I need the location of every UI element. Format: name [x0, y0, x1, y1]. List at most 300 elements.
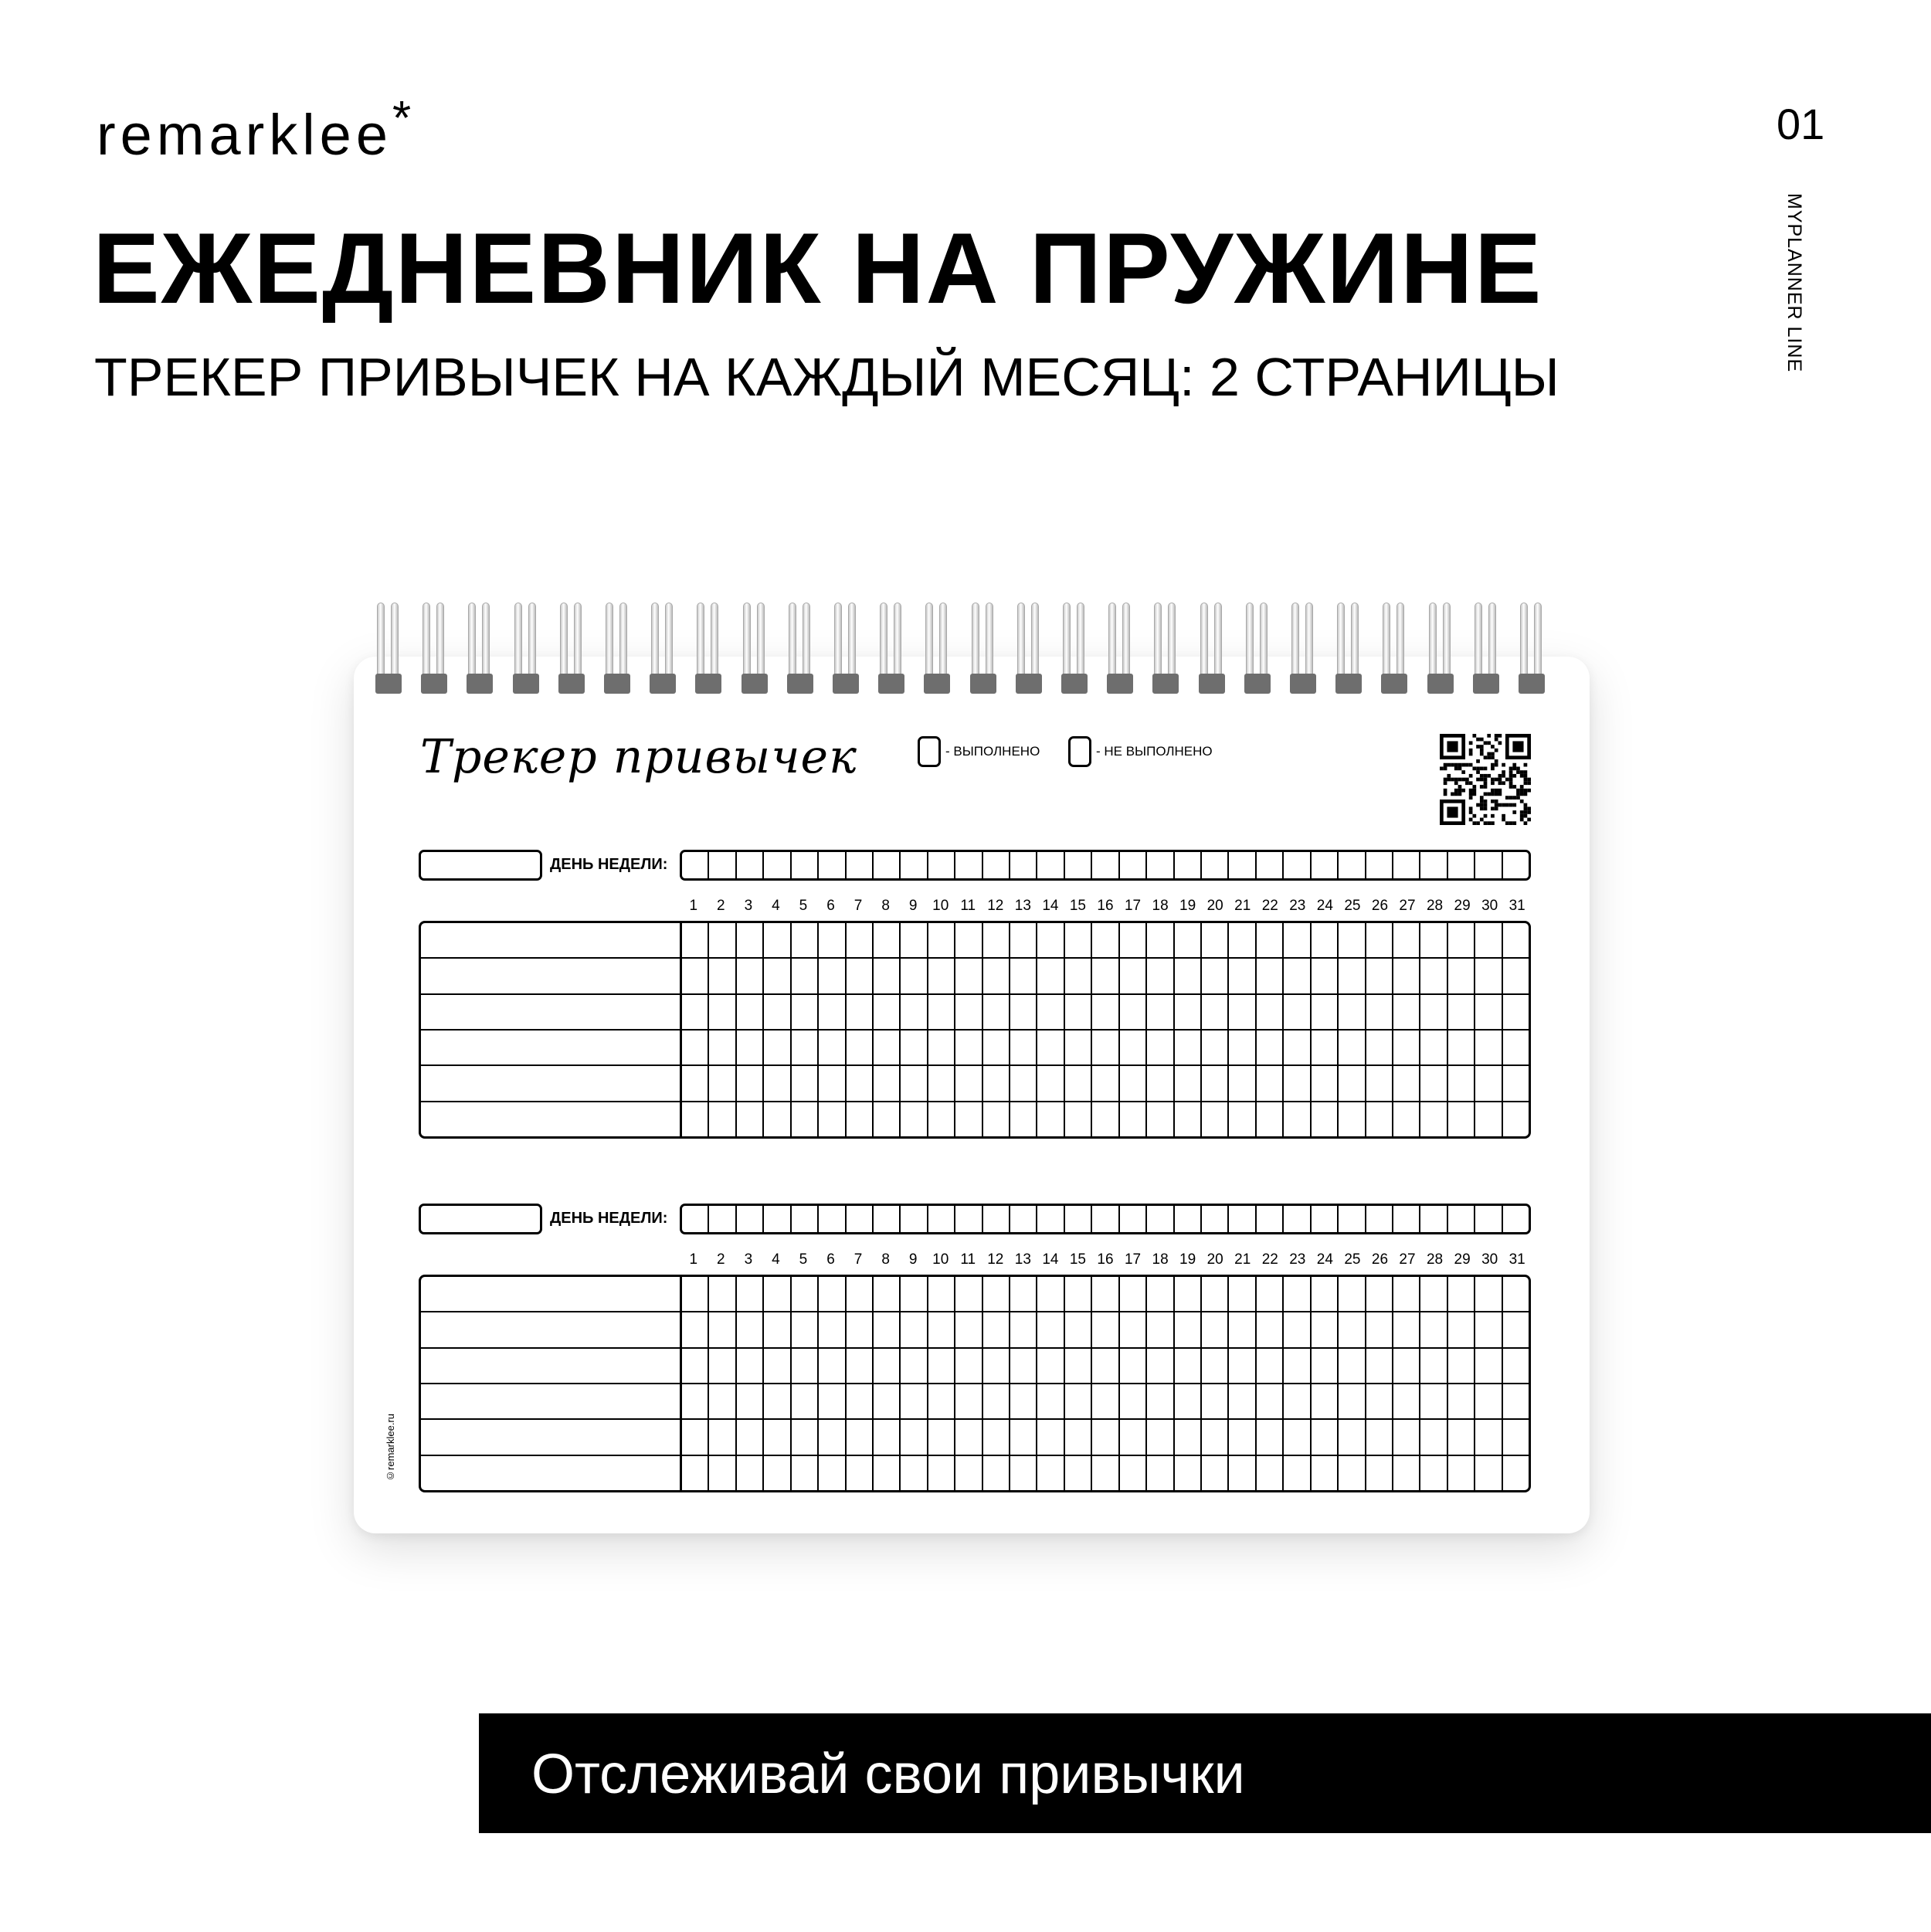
habit-day-cell[interactable] — [1147, 1349, 1174, 1383]
habit-day-cell[interactable] — [1420, 1349, 1447, 1383]
habit-day-cell[interactable] — [1503, 1456, 1529, 1490]
habit-day-cell[interactable] — [874, 1102, 901, 1136]
habit-day-cell[interactable] — [1065, 1277, 1092, 1311]
habit-day-cell[interactable] — [1147, 1420, 1174, 1454]
day-of-week-cell[interactable] — [928, 852, 955, 878]
habit-day-cell[interactable] — [955, 959, 982, 993]
day-of-week-cell[interactable] — [1393, 1206, 1420, 1232]
habit-day-cell[interactable] — [1229, 1066, 1256, 1100]
habit-day-cell[interactable] — [1284, 1031, 1311, 1064]
habit-day-cell[interactable] — [1284, 1312, 1311, 1346]
habit-day-cell[interactable] — [1229, 1102, 1256, 1136]
habit-day-cell[interactable] — [1065, 959, 1092, 993]
day-of-week-row[interactable] — [680, 850, 1531, 881]
habit-day-cell[interactable] — [1284, 1456, 1311, 1490]
habit-day-cell[interactable] — [1448, 1277, 1475, 1311]
habit-day-cell[interactable] — [1475, 1384, 1502, 1418]
habit-day-cell[interactable] — [1312, 1384, 1339, 1418]
habit-day-cell[interactable] — [1175, 1384, 1202, 1418]
habit-day-cell[interactable] — [874, 1277, 901, 1311]
habit-day-cell[interactable] — [819, 1384, 846, 1418]
habit-day-cell[interactable] — [1092, 1277, 1119, 1311]
habit-day-cell[interactable] — [1065, 1349, 1092, 1383]
habit-day-cell[interactable] — [737, 1420, 764, 1454]
habit-day-cell[interactable] — [928, 1312, 955, 1346]
habit-day-cell[interactable] — [1257, 1420, 1284, 1454]
habit-day-cell[interactable] — [1475, 1349, 1502, 1383]
habit-day-cell[interactable] — [1257, 1031, 1284, 1064]
habit-name-field[interactable] — [421, 1277, 682, 1311]
month-field[interactable] — [419, 850, 542, 881]
day-of-week-cell[interactable] — [901, 852, 928, 878]
habit-day-cell[interactable] — [983, 1384, 1010, 1418]
habit-day-cell[interactable] — [1065, 1102, 1092, 1136]
habit-day-cell[interactable] — [819, 1066, 846, 1100]
habit-day-cell[interactable] — [1120, 1456, 1147, 1490]
habit-day-cell[interactable] — [983, 1102, 1010, 1136]
habit-day-cell[interactable] — [1037, 1312, 1064, 1346]
habit-day-cell[interactable] — [1037, 1349, 1064, 1383]
habit-day-cell[interactable] — [874, 1349, 901, 1383]
habit-day-cell[interactable] — [1092, 923, 1119, 957]
habit-day-cell[interactable] — [764, 1031, 791, 1064]
habit-day-cell[interactable] — [1448, 995, 1475, 1029]
habit-day-cell[interactable] — [682, 1420, 709, 1454]
habit-day-cell[interactable] — [1475, 1102, 1502, 1136]
habit-day-cell[interactable] — [819, 1456, 846, 1490]
habit-day-cell[interactable] — [1037, 995, 1064, 1029]
habit-day-cell[interactable] — [1312, 1456, 1339, 1490]
habit-day-cell[interactable] — [1420, 1420, 1447, 1454]
habit-day-cell[interactable] — [1475, 995, 1502, 1029]
habit-day-cell[interactable] — [1503, 1066, 1529, 1100]
habit-day-cell[interactable] — [1229, 959, 1256, 993]
habit-day-cell[interactable] — [1092, 1066, 1119, 1100]
habit-day-cell[interactable] — [737, 1066, 764, 1100]
day-of-week-cell[interactable] — [764, 1206, 791, 1232]
habit-day-cell[interactable] — [709, 1277, 736, 1311]
habit-day-cell[interactable] — [983, 1456, 1010, 1490]
habit-day-cell[interactable] — [1366, 1349, 1393, 1383]
day-of-week-cell[interactable] — [1065, 852, 1092, 878]
habit-day-cell[interactable] — [792, 995, 819, 1029]
habit-name-field[interactable] — [421, 1312, 682, 1346]
day-of-week-cell[interactable] — [1339, 1206, 1366, 1232]
day-of-week-cell[interactable] — [1010, 1206, 1037, 1232]
habit-day-cell[interactable] — [682, 1102, 709, 1136]
habit-day-cell[interactable] — [955, 1066, 982, 1100]
habit-day-cell[interactable] — [955, 923, 982, 957]
habit-day-cell[interactable] — [1503, 995, 1529, 1029]
habit-day-cell[interactable] — [1475, 1456, 1502, 1490]
habit-day-cell[interactable] — [847, 1031, 874, 1064]
day-of-week-cell[interactable] — [1257, 1206, 1284, 1232]
habit-day-cell[interactable] — [874, 1384, 901, 1418]
habit-day-cell[interactable] — [1503, 1349, 1529, 1383]
habit-day-cell[interactable] — [1366, 1277, 1393, 1311]
habit-day-cell[interactable] — [1037, 1420, 1064, 1454]
habit-day-cell[interactable] — [955, 1456, 982, 1490]
habit-day-cell[interactable] — [1120, 1349, 1147, 1383]
habit-day-cell[interactable] — [819, 1102, 846, 1136]
habit-day-cell[interactable] — [847, 1102, 874, 1136]
habit-day-cell[interactable] — [1475, 1420, 1502, 1454]
day-of-week-cell[interactable] — [1037, 1206, 1064, 1232]
day-of-week-cell[interactable] — [874, 852, 901, 878]
habit-day-cell[interactable] — [792, 1420, 819, 1454]
habit-day-cell[interactable] — [1229, 1420, 1256, 1454]
habit-day-cell[interactable] — [1312, 1031, 1339, 1064]
day-of-week-cell[interactable] — [1120, 1206, 1147, 1232]
habit-day-cell[interactable] — [1339, 1384, 1366, 1418]
habit-day-cell[interactable] — [1257, 1349, 1284, 1383]
habit-day-cell[interactable] — [983, 1066, 1010, 1100]
habit-day-cell[interactable] — [1339, 1102, 1366, 1136]
day-of-week-cell[interactable] — [955, 852, 982, 878]
habit-day-cell[interactable] — [1065, 1384, 1092, 1418]
habit-day-cell[interactable] — [847, 1456, 874, 1490]
habit-day-cell[interactable] — [1065, 1312, 1092, 1346]
habit-day-cell[interactable] — [1312, 1277, 1339, 1311]
habit-day-cell[interactable] — [1120, 1066, 1147, 1100]
habit-day-cell[interactable] — [1257, 959, 1284, 993]
habit-day-cell[interactable] — [1448, 1384, 1475, 1418]
habit-day-cell[interactable] — [983, 995, 1010, 1029]
habit-day-cell[interactable] — [1366, 1066, 1393, 1100]
habit-day-cell[interactable] — [1120, 923, 1147, 957]
habit-day-cell[interactable] — [1010, 959, 1037, 993]
habit-day-cell[interactable] — [1010, 1277, 1037, 1311]
habit-day-cell[interactable] — [709, 959, 736, 993]
habit-day-cell[interactable] — [1284, 1420, 1311, 1454]
habit-day-cell[interactable] — [1393, 1349, 1420, 1383]
habit-day-cell[interactable] — [1202, 959, 1229, 993]
habit-day-cell[interactable] — [737, 1384, 764, 1418]
habit-day-cell[interactable] — [1175, 1277, 1202, 1311]
habit-day-cell[interactable] — [1420, 1384, 1447, 1418]
habit-day-cell[interactable] — [737, 959, 764, 993]
habit-day-cell[interactable] — [983, 923, 1010, 957]
day-of-week-cell[interactable] — [1366, 1206, 1393, 1232]
habit-day-cell[interactable] — [1147, 1456, 1174, 1490]
day-of-week-row[interactable] — [680, 1204, 1531, 1234]
habit-day-cell[interactable] — [1147, 1031, 1174, 1064]
day-of-week-cell[interactable] — [1284, 852, 1311, 878]
habit-day-cell[interactable] — [1037, 1277, 1064, 1311]
habit-day-cell[interactable] — [1065, 923, 1092, 957]
habit-day-cell[interactable] — [1312, 923, 1339, 957]
day-of-week-cell[interactable] — [901, 1206, 928, 1232]
day-of-week-cell[interactable] — [983, 1206, 1010, 1232]
habit-day-cell[interactable] — [1475, 923, 1502, 957]
habit-day-cell[interactable] — [1175, 1312, 1202, 1346]
habit-day-cell[interactable] — [1202, 1349, 1229, 1383]
habit-day-cell[interactable] — [1175, 1420, 1202, 1454]
habit-day-cell[interactable] — [847, 1066, 874, 1100]
habit-day-cell[interactable] — [1475, 1031, 1502, 1064]
habit-name-field[interactable] — [421, 1384, 682, 1418]
habit-day-cell[interactable] — [1147, 1102, 1174, 1136]
habit-day-cell[interactable] — [1092, 1384, 1119, 1418]
habit-day-cell[interactable] — [764, 1102, 791, 1136]
habit-day-cell[interactable] — [1284, 923, 1311, 957]
habit-day-cell[interactable] — [737, 1349, 764, 1383]
habit-day-cell[interactable] — [709, 1420, 736, 1454]
habit-day-cell[interactable] — [1257, 1102, 1284, 1136]
habit-day-cell[interactable] — [792, 1066, 819, 1100]
habit-day-cell[interactable] — [1366, 1312, 1393, 1346]
habit-day-cell[interactable] — [1010, 1349, 1037, 1383]
habit-day-cell[interactable] — [1120, 959, 1147, 993]
habit-day-cell[interactable] — [1366, 1031, 1393, 1064]
habit-day-cell[interactable] — [1366, 959, 1393, 993]
habit-day-cell[interactable] — [1339, 1066, 1366, 1100]
habit-day-cell[interactable] — [901, 1277, 928, 1311]
habit-day-cell[interactable] — [1284, 1102, 1311, 1136]
habit-day-cell[interactable] — [1037, 1384, 1064, 1418]
habit-day-cell[interactable] — [1202, 923, 1229, 957]
habit-day-cell[interactable] — [1037, 1031, 1064, 1064]
habit-day-cell[interactable] — [1393, 1420, 1420, 1454]
habit-day-cell[interactable] — [901, 1384, 928, 1418]
day-of-week-cell[interactable] — [928, 1206, 955, 1232]
habit-day-cell[interactable] — [1202, 1277, 1229, 1311]
habit-day-cell[interactable] — [709, 1066, 736, 1100]
habit-day-cell[interactable] — [847, 1384, 874, 1418]
habit-day-cell[interactable] — [983, 1420, 1010, 1454]
day-of-week-cell[interactable] — [819, 1206, 846, 1232]
habit-name-field[interactable] — [421, 1349, 682, 1383]
habit-day-cell[interactable] — [1147, 959, 1174, 993]
habit-day-cell[interactable] — [1420, 959, 1447, 993]
habit-day-cell[interactable] — [1257, 995, 1284, 1029]
habit-day-cell[interactable] — [1229, 995, 1256, 1029]
habit-day-cell[interactable] — [1229, 1384, 1256, 1418]
habit-day-cell[interactable] — [737, 1102, 764, 1136]
habit-day-cell[interactable] — [709, 1384, 736, 1418]
habit-day-cell[interactable] — [1420, 1031, 1447, 1064]
habit-name-field[interactable] — [421, 1456, 682, 1490]
habit-day-cell[interactable] — [1284, 1349, 1311, 1383]
habit-day-cell[interactable] — [1037, 1066, 1064, 1100]
habit-day-cell[interactable] — [764, 1384, 791, 1418]
habit-day-cell[interactable] — [1284, 959, 1311, 993]
day-of-week-cell[interactable] — [955, 1206, 982, 1232]
habit-day-cell[interactable] — [1175, 1349, 1202, 1383]
habit-day-cell[interactable] — [737, 1277, 764, 1311]
habit-day-cell[interactable] — [1339, 995, 1366, 1029]
habit-day-cell[interactable] — [1229, 1456, 1256, 1490]
day-of-week-cell[interactable] — [1312, 1206, 1339, 1232]
habit-day-cell[interactable] — [955, 1031, 982, 1064]
habit-name-field[interactable] — [421, 1066, 682, 1100]
habit-day-cell[interactable] — [682, 1066, 709, 1100]
habit-day-cell[interactable] — [1284, 1384, 1311, 1418]
habit-day-cell[interactable] — [983, 959, 1010, 993]
habit-day-cell[interactable] — [709, 1031, 736, 1064]
habit-name-field[interactable] — [421, 959, 682, 993]
day-of-week-cell[interactable] — [1475, 852, 1502, 878]
habit-day-cell[interactable] — [1229, 1349, 1256, 1383]
habit-day-cell[interactable] — [819, 1277, 846, 1311]
habit-day-cell[interactable] — [1147, 1277, 1174, 1311]
habit-day-cell[interactable] — [1175, 923, 1202, 957]
habit-day-cell[interactable] — [792, 1312, 819, 1346]
habit-day-cell[interactable] — [1420, 1456, 1447, 1490]
habit-day-cell[interactable] — [1120, 1420, 1147, 1454]
habit-day-cell[interactable] — [1175, 1456, 1202, 1490]
habit-day-cell[interactable] — [847, 1277, 874, 1311]
day-of-week-cell[interactable] — [737, 1206, 764, 1232]
day-of-week-cell[interactable] — [874, 1206, 901, 1232]
habit-day-cell[interactable] — [737, 1031, 764, 1064]
habit-day-cell[interactable] — [1257, 1384, 1284, 1418]
habit-day-cell[interactable] — [928, 995, 955, 1029]
habit-day-cell[interactable] — [1037, 923, 1064, 957]
habit-day-cell[interactable] — [764, 1349, 791, 1383]
habit-day-cell[interactable] — [819, 1031, 846, 1064]
habit-day-cell[interactable] — [1010, 1384, 1037, 1418]
day-of-week-cell[interactable] — [1010, 852, 1037, 878]
habit-day-cell[interactable] — [1147, 1312, 1174, 1346]
day-of-week-cell[interactable] — [1175, 1206, 1202, 1232]
habit-day-cell[interactable] — [847, 1312, 874, 1346]
habit-day-cell[interactable] — [1312, 1312, 1339, 1346]
habit-day-cell[interactable] — [1065, 995, 1092, 1029]
month-field[interactable] — [419, 1204, 542, 1234]
habit-day-cell[interactable] — [1202, 1420, 1229, 1454]
habit-day-cell[interactable] — [792, 1031, 819, 1064]
habit-day-cell[interactable] — [1393, 1102, 1420, 1136]
day-of-week-cell[interactable] — [1092, 852, 1119, 878]
day-of-week-cell[interactable] — [1120, 852, 1147, 878]
habit-day-cell[interactable] — [1448, 1420, 1475, 1454]
habit-day-cell[interactable] — [928, 1277, 955, 1311]
habit-day-cell[interactable] — [819, 1349, 846, 1383]
day-of-week-cell[interactable] — [1175, 852, 1202, 878]
habit-day-cell[interactable] — [1475, 1066, 1502, 1100]
day-of-week-cell[interactable] — [792, 1206, 819, 1232]
habit-day-cell[interactable] — [1339, 1349, 1366, 1383]
habit-day-cell[interactable] — [928, 1384, 955, 1418]
habit-name-field[interactable] — [421, 1031, 682, 1064]
habit-day-cell[interactable] — [1312, 1349, 1339, 1383]
habit-day-cell[interactable] — [764, 1420, 791, 1454]
day-of-week-cell[interactable] — [1065, 1206, 1092, 1232]
habit-day-cell[interactable] — [1037, 959, 1064, 993]
habit-day-cell[interactable] — [737, 1312, 764, 1346]
day-of-week-cell[interactable] — [1339, 852, 1366, 878]
habit-day-cell[interactable] — [1393, 1384, 1420, 1418]
day-of-week-cell[interactable] — [1448, 852, 1475, 878]
habit-day-cell[interactable] — [955, 1420, 982, 1454]
habit-day-cell[interactable] — [1393, 923, 1420, 957]
habit-day-cell[interactable] — [1312, 1420, 1339, 1454]
habit-day-cell[interactable] — [737, 995, 764, 1029]
habit-day-cell[interactable] — [1120, 1312, 1147, 1346]
habit-day-cell[interactable] — [1393, 1456, 1420, 1490]
habit-day-cell[interactable] — [1393, 1031, 1420, 1064]
habit-day-cell[interactable] — [709, 995, 736, 1029]
habit-day-cell[interactable] — [1448, 959, 1475, 993]
habit-day-cell[interactable] — [1284, 995, 1311, 1029]
habit-day-cell[interactable] — [955, 1384, 982, 1418]
habit-day-cell[interactable] — [928, 923, 955, 957]
habit-day-cell[interactable] — [1257, 1312, 1284, 1346]
habit-day-cell[interactable] — [1448, 1349, 1475, 1383]
habit-day-cell[interactable] — [1092, 1312, 1119, 1346]
habit-day-cell[interactable] — [1448, 923, 1475, 957]
day-of-week-cell[interactable] — [1503, 852, 1529, 878]
habit-day-cell[interactable] — [1448, 1456, 1475, 1490]
habit-day-cell[interactable] — [1010, 995, 1037, 1029]
habit-day-cell[interactable] — [901, 1349, 928, 1383]
habit-day-cell[interactable] — [901, 1066, 928, 1100]
habit-day-cell[interactable] — [1175, 959, 1202, 993]
habit-day-cell[interactable] — [1037, 1102, 1064, 1136]
habit-day-cell[interactable] — [737, 923, 764, 957]
day-of-week-cell[interactable] — [1092, 1206, 1119, 1232]
habit-day-cell[interactable] — [955, 1349, 982, 1383]
habit-day-cell[interactable] — [1202, 1456, 1229, 1490]
habit-day-cell[interactable] — [1448, 1312, 1475, 1346]
habit-day-cell[interactable] — [1420, 995, 1447, 1029]
habit-day-cell[interactable] — [1393, 995, 1420, 1029]
habit-day-cell[interactable] — [983, 1349, 1010, 1383]
habit-day-cell[interactable] — [983, 1031, 1010, 1064]
habit-day-cell[interactable] — [928, 1066, 955, 1100]
habit-day-cell[interactable] — [1092, 1456, 1119, 1490]
habit-day-cell[interactable] — [901, 1102, 928, 1136]
habit-day-cell[interactable] — [874, 1420, 901, 1454]
day-of-week-cell[interactable] — [1229, 852, 1256, 878]
habit-day-cell[interactable] — [1010, 923, 1037, 957]
habit-day-cell[interactable] — [928, 959, 955, 993]
habit-day-cell[interactable] — [901, 1420, 928, 1454]
habit-day-cell[interactable] — [874, 1066, 901, 1100]
habit-day-cell[interactable] — [1312, 959, 1339, 993]
habit-day-cell[interactable] — [1202, 995, 1229, 1029]
habit-day-cell[interactable] — [1503, 923, 1529, 957]
habit-day-cell[interactable] — [1202, 1384, 1229, 1418]
habit-day-cell[interactable] — [901, 1031, 928, 1064]
day-of-week-cell[interactable] — [1420, 1206, 1447, 1232]
habit-day-cell[interactable] — [1475, 1277, 1502, 1311]
habit-day-cell[interactable] — [1366, 1420, 1393, 1454]
habit-day-cell[interactable] — [1065, 1031, 1092, 1064]
habit-day-cell[interactable] — [1229, 1277, 1256, 1311]
habit-day-cell[interactable] — [1229, 1031, 1256, 1064]
habit-day-cell[interactable] — [709, 1312, 736, 1346]
habit-day-cell[interactable] — [792, 1277, 819, 1311]
habit-day-cell[interactable] — [1475, 959, 1502, 993]
habit-day-cell[interactable] — [1448, 1031, 1475, 1064]
habit-day-cell[interactable] — [737, 1456, 764, 1490]
habit-day-cell[interactable] — [764, 995, 791, 1029]
day-of-week-cell[interactable] — [1393, 852, 1420, 878]
habit-day-cell[interactable] — [874, 1456, 901, 1490]
habit-day-cell[interactable] — [1312, 1066, 1339, 1100]
habit-day-cell[interactable] — [1420, 1312, 1447, 1346]
habit-day-cell[interactable] — [1010, 1102, 1037, 1136]
habit-day-cell[interactable] — [1366, 1456, 1393, 1490]
habit-day-cell[interactable] — [792, 1102, 819, 1136]
habit-day-cell[interactable] — [847, 995, 874, 1029]
habit-day-cell[interactable] — [1010, 1312, 1037, 1346]
day-of-week-cell[interactable] — [847, 1206, 874, 1232]
habit-day-cell[interactable] — [1339, 1031, 1366, 1064]
day-of-week-cell[interactable] — [983, 852, 1010, 878]
